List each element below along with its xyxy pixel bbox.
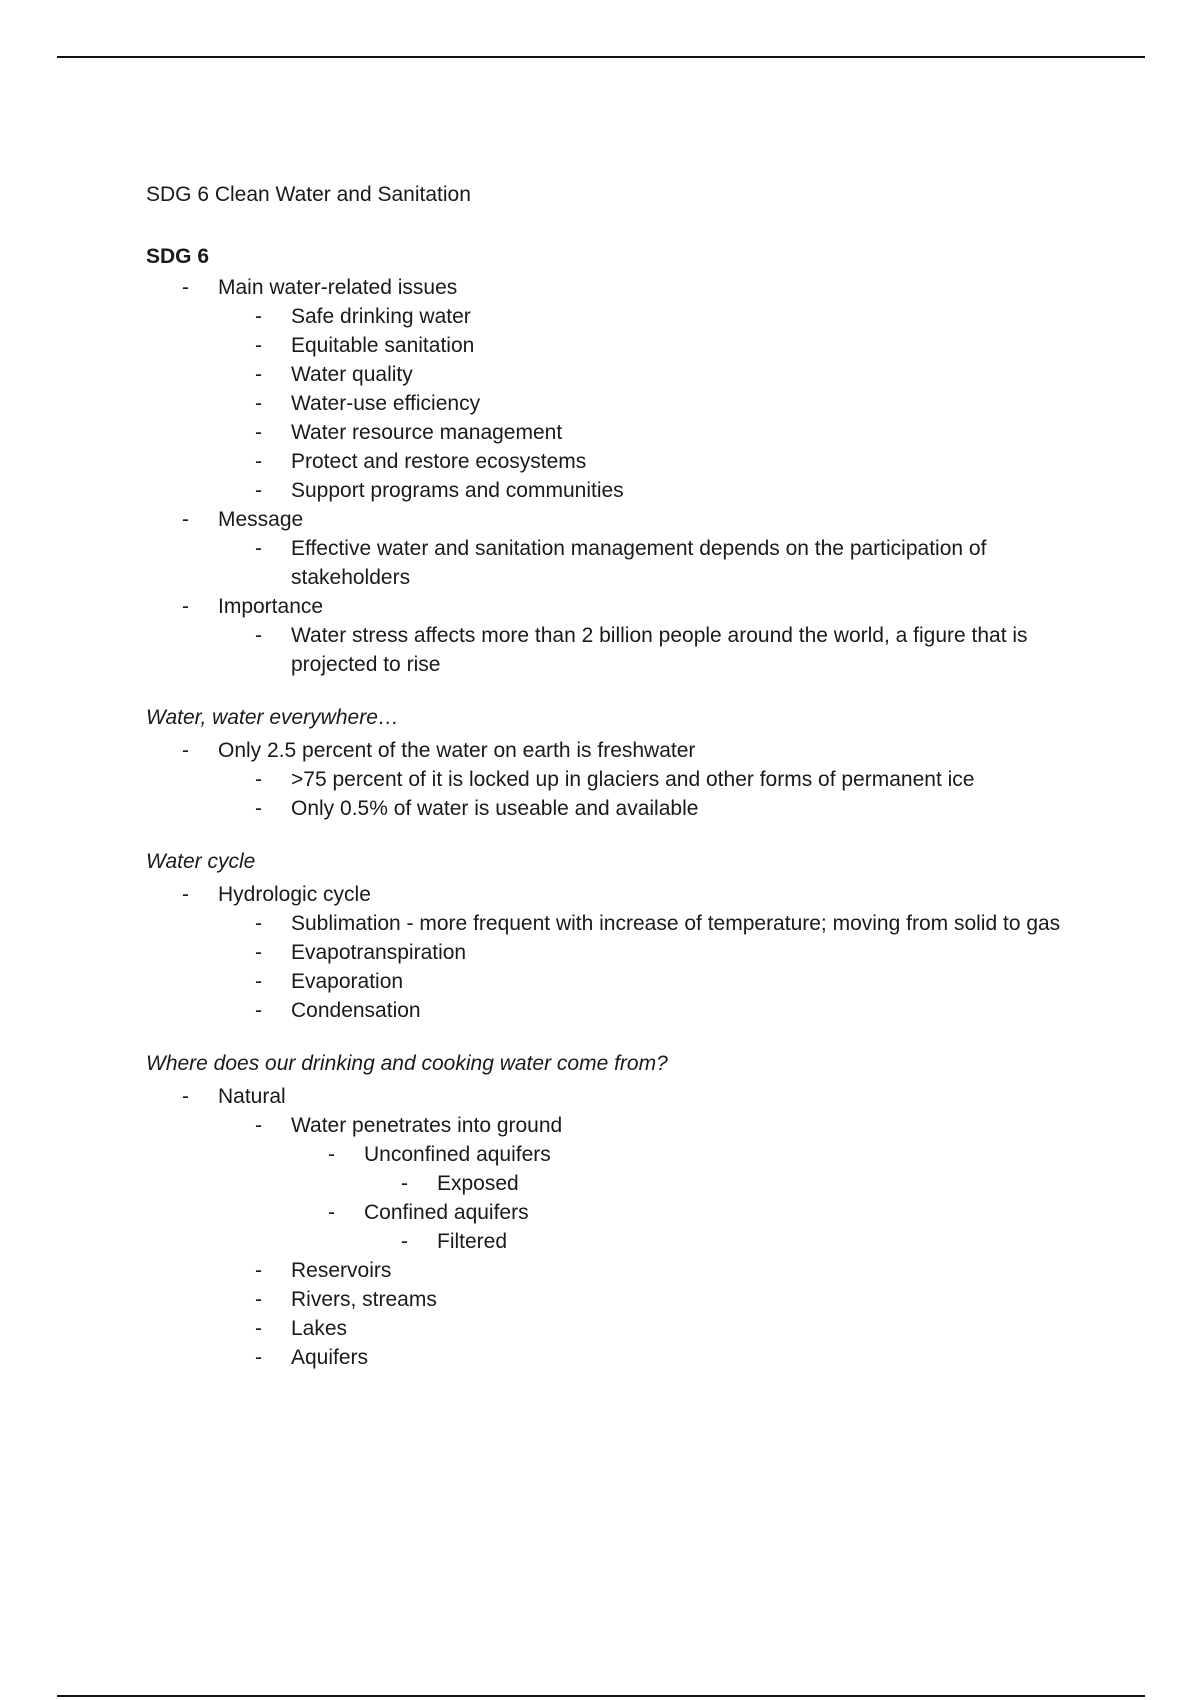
list-item (146, 447, 1086, 476)
top-rule (57, 56, 1145, 58)
section-water-cycle (146, 847, 1086, 1025)
list-item-text: Condensation (291, 999, 421, 1022)
section-heading: SDG 6 (146, 245, 210, 268)
list-item (146, 476, 1086, 505)
dash-bullet-icon: - (328, 1201, 335, 1224)
list-item-text: Water penetrates into ground (291, 1114, 563, 1137)
list-item (146, 621, 1086, 679)
list-item (146, 909, 1086, 938)
bullet-list (146, 880, 1086, 1025)
list-item-text: Hydrologic cycle (218, 883, 371, 906)
bottom-rule (57, 1695, 1145, 1697)
dash-bullet-icon: - (255, 768, 262, 791)
list-item-text: >75 percent of it is locked up in glaciers and other forms of permanent ice (291, 768, 975, 791)
list-item-text: Only 0.5% of water is useable and available (291, 797, 699, 820)
list-item (146, 389, 1086, 418)
list-item-text: Safe drinking water (291, 305, 471, 328)
dash-bullet-icon: - (255, 624, 262, 647)
list-item-text: Confined aquifers (364, 1201, 529, 1224)
section-heading: Water, water everywhere… (146, 706, 399, 729)
list-item-text: Effective water and sanitation management depends on the participation of stakeholders (291, 537, 987, 589)
list-item (146, 1285, 1086, 1314)
list-item (146, 418, 1086, 447)
dash-bullet-icon: - (255, 305, 262, 328)
bullet-list (146, 736, 1086, 823)
dash-bullet-icon: - (255, 797, 262, 820)
list-item (146, 967, 1086, 996)
dash-bullet-icon: - (182, 276, 189, 299)
dash-bullet-icon: - (182, 1085, 189, 1108)
list-item (146, 1169, 1086, 1198)
dash-bullet-icon: - (401, 1230, 408, 1253)
dash-bullet-icon: - (255, 1259, 262, 1282)
list-item (146, 302, 1086, 331)
list-item (146, 1227, 1086, 1256)
list-item (146, 534, 1086, 592)
dash-bullet-icon: - (255, 999, 262, 1022)
dash-bullet-icon: - (328, 1143, 335, 1166)
dash-bullet-icon: - (182, 508, 189, 531)
list-item-text: Protect and restore ecosystems (291, 450, 587, 473)
dash-bullet-icon: - (255, 421, 262, 444)
dash-bullet-icon: - (255, 1288, 262, 1311)
section-water-sources (146, 1049, 1086, 1372)
dash-bullet-icon: - (255, 479, 262, 502)
dash-bullet-icon: - (182, 739, 189, 762)
bullet-list (146, 273, 1086, 679)
list-item-text: Sublimation - more frequent with increase of temperature; moving from solid to gas (291, 912, 1061, 935)
list-item-text: Only 2.5 percent of the water on earth is freshwater (218, 739, 696, 762)
dash-bullet-icon: - (255, 1114, 262, 1137)
list-item (146, 331, 1086, 360)
list-item-text: Unconfined aquifers (364, 1143, 551, 1166)
section-water-everywhere (146, 703, 1086, 823)
list-item-text: Support programs and communities (291, 479, 624, 502)
list-item (146, 360, 1086, 389)
list-item-text: Equitable sanitation (291, 334, 475, 357)
list-item-text: Evapotranspiration (291, 941, 467, 964)
list-item-text: Importance (218, 595, 324, 618)
dash-bullet-icon: - (255, 941, 262, 964)
list-item (146, 880, 1086, 909)
list-item (146, 1140, 1086, 1169)
list-item-text: Water-use efficiency (291, 392, 481, 415)
dash-bullet-icon: - (182, 595, 189, 618)
page-title: SDG 6 Clean Water and Sanitation (146, 183, 471, 206)
document-body (146, 180, 1086, 1372)
list-item-text: Reservoirs (291, 1259, 392, 1282)
list-item-text: Water quality (291, 363, 413, 386)
list-item (146, 996, 1086, 1025)
bullet-list (146, 1082, 1086, 1372)
list-item (146, 938, 1086, 967)
dash-bullet-icon: - (255, 450, 262, 473)
list-item (146, 1314, 1086, 1343)
list-item-text: Lakes (291, 1317, 348, 1340)
dash-bullet-icon: - (255, 363, 262, 386)
section-sdg6 (146, 242, 1086, 679)
dash-bullet-icon: - (255, 334, 262, 357)
list-item-text: Main water-related issues (218, 276, 458, 299)
dash-bullet-icon: - (182, 883, 189, 906)
list-item-text: Exposed (437, 1172, 519, 1195)
list-item-text: Filtered (437, 1230, 508, 1253)
list-item-text: Natural (218, 1085, 286, 1108)
list-item-text: Water resource management (291, 421, 563, 444)
list-item (146, 1343, 1086, 1372)
list-item (146, 273, 1086, 302)
list-item-text: Rivers, streams (291, 1288, 437, 1311)
dash-bullet-icon: - (255, 912, 262, 935)
list-item (146, 765, 1086, 794)
dash-bullet-icon: - (255, 537, 262, 560)
list-item (146, 1256, 1086, 1285)
dash-bullet-icon: - (255, 970, 262, 993)
dash-bullet-icon: - (401, 1172, 408, 1195)
list-item (146, 1198, 1086, 1227)
list-item-text: Water stress affects more than 2 billion people around the world, a figure that is projected to rise (291, 624, 1028, 676)
list-item (146, 794, 1086, 823)
list-item (146, 1111, 1086, 1140)
dash-bullet-icon: - (255, 1317, 262, 1340)
list-item-text: Aquifers (291, 1346, 369, 1369)
section-heading: Where does our drinking and cooking water come from? (146, 1052, 668, 1075)
dash-bullet-icon: - (255, 392, 262, 415)
list-item (146, 505, 1086, 534)
section-heading: Water cycle (146, 850, 256, 873)
list-item-text: Message (218, 508, 304, 531)
list-item (146, 592, 1086, 621)
list-item-text: Evaporation (291, 970, 404, 993)
dash-bullet-icon: - (255, 1346, 262, 1369)
list-item (146, 1082, 1086, 1111)
list-item (146, 736, 1086, 765)
